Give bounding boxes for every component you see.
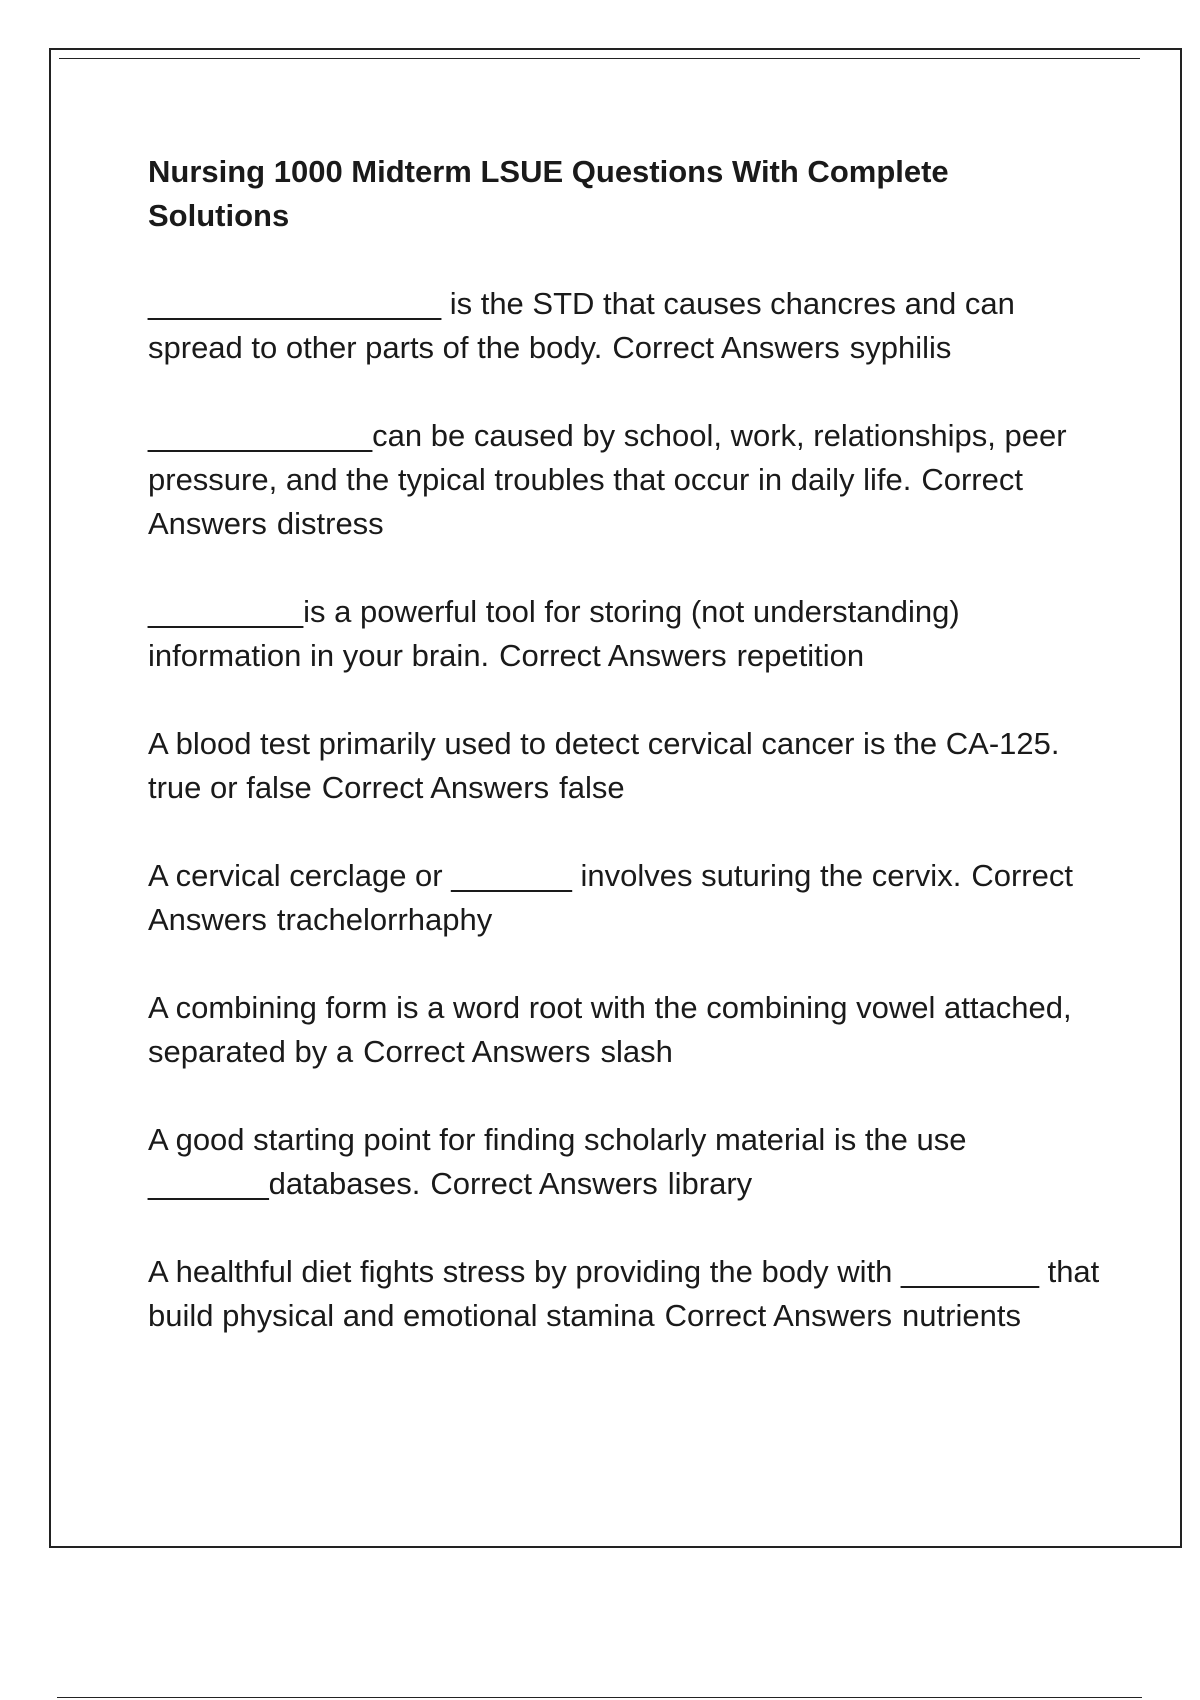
qa-item xyxy=(148,1250,1108,1338)
question-text: A blood test primarily used to detect cervical cancer is the CA-125. true or false xyxy=(148,726,1060,805)
question-text: _____________can be caused by school, work, relationships, peer pressure, and the typical troubles that occur in daily life. xyxy=(148,418,1067,497)
footer-rule xyxy=(57,1697,1142,1698)
qa-item xyxy=(148,590,1108,678)
answer-label: Correct Answers xyxy=(148,462,1023,541)
answer-text: false xyxy=(559,770,625,805)
document-title: Nursing 1000 Midterm LSUE Questions With Complete Solutions xyxy=(148,154,949,233)
page-frame xyxy=(49,48,1182,1548)
answer-text: distress xyxy=(276,506,384,541)
question-text: A good starting point for finding scholarly material is the use _______databases. xyxy=(148,1122,967,1201)
question-text: _________is a powerful tool for storing (not understanding) information in your brain. xyxy=(148,594,960,673)
answer-text: library xyxy=(667,1166,753,1201)
answer-text: trachelorrhaphy xyxy=(276,902,493,937)
answer-label: Correct Answers xyxy=(430,1166,658,1201)
answer-label: Correct Answers xyxy=(148,858,1073,937)
answer-label: Correct Answers xyxy=(363,1034,591,1069)
question-text: A cervical cerclage or _______ involves suturing the cervix. xyxy=(148,858,962,893)
question-text: _________________ is the STD that causes chancres and can spread to other parts of the body. xyxy=(148,286,1015,365)
qa-item xyxy=(148,414,1108,546)
question-text: A combining form is a word root with the combining vowel attached, separated by a xyxy=(148,990,1072,1069)
document-content xyxy=(148,150,1108,1382)
header-rule xyxy=(59,58,1140,59)
answer-label: Correct Answers xyxy=(612,330,840,365)
qa-item xyxy=(148,986,1108,1074)
question-text: A healthful diet fights stress by providing the body with ________ that build physical and emotional stamina xyxy=(148,1254,1100,1333)
qa-item xyxy=(148,854,1108,942)
answer-label: Correct Answers xyxy=(321,770,550,805)
qa-item xyxy=(148,1118,1108,1206)
answer-label: Correct Answers xyxy=(664,1298,893,1333)
answer-text: syphilis xyxy=(849,330,952,365)
answer-text: repetition xyxy=(736,638,865,673)
answer-label: Correct Answers xyxy=(499,638,727,673)
qa-item xyxy=(148,282,1108,370)
answer-text: nutrients xyxy=(902,1298,1021,1333)
qa-item xyxy=(148,722,1108,810)
answer-text: slash xyxy=(600,1034,673,1069)
